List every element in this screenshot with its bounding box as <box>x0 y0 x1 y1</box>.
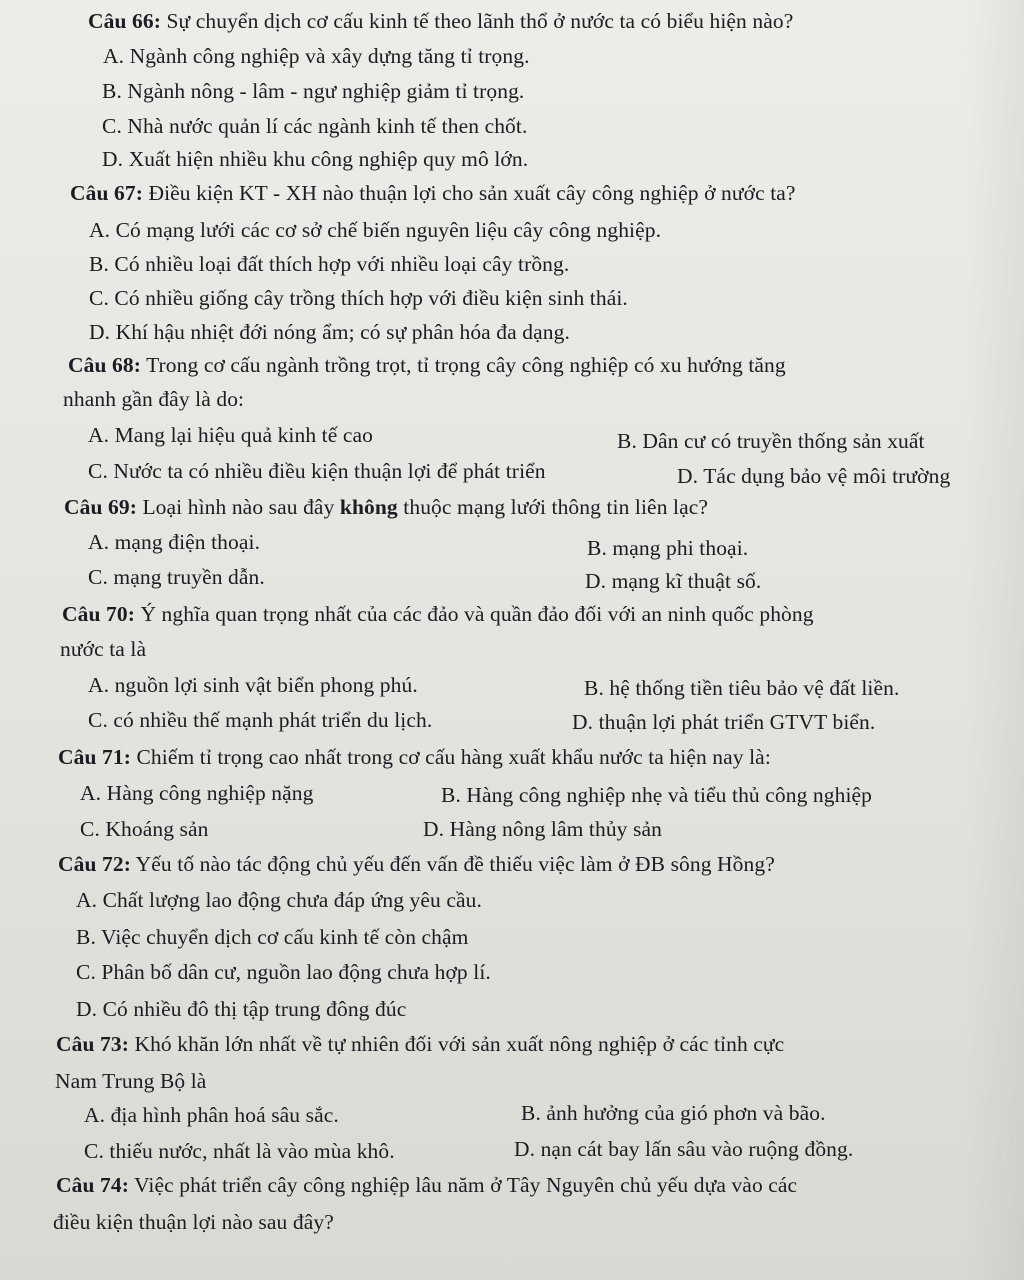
q67-option-d: D. Khí hậu nhiệt đới nóng ẩm; có sự phân hóa đa dạng. <box>89 320 570 344</box>
q67-option-a: A. Có mạng lưới các cơ sở chế biến nguyên liệu cây công nghiệp. <box>89 218 662 242</box>
q72-option-a: A. Chất lượng lao động chưa đáp ứng yêu cầu. <box>76 888 482 912</box>
question-text-post: thuộc mạng lưới thông tin liên lạc? <box>403 495 709 519</box>
question-66 <box>88 8 793 34</box>
q66-option-d: D. Xuất hiện nhiều khu công nghiệp quy mô lớn. <box>102 147 529 171</box>
question-67 <box>70 180 796 206</box>
page-shadow <box>964 0 1024 1280</box>
q73-option-d: D. nạn cát bay lấn sâu vào ruộng đồng. <box>514 1137 854 1161</box>
question-text: Yếu tố nào tác động chủ yếu đến vấn đề thiếu việc làm ở ĐB sông Hồng? <box>135 852 775 876</box>
question-number: Câu 74: <box>56 1173 129 1197</box>
question-number: Câu 67: <box>70 181 143 205</box>
q70-option-d: D. thuận lợi phát triển GTVT biển. <box>572 710 876 734</box>
q70-option-c: C. có nhiều thế mạnh phát triển du lịch. <box>88 708 433 732</box>
q71-option-c: C. Khoáng sản <box>80 817 209 841</box>
q71-option-a: A. Hàng công nghiệp nặng <box>80 781 314 805</box>
q69-option-c: C. mạng truyền dẫn. <box>88 565 265 589</box>
q68-option-d: D. Tác dụng bảo vệ môi trường <box>677 464 951 488</box>
q68-option-b: B. Dân cư có truyền thống sản xuất <box>617 429 925 453</box>
q69-option-d: D. mạng kĩ thuật số. <box>585 569 762 593</box>
question-text: Khó khăn lớn nhất về tự nhiên đối với sản xuất nông nghiệp ở các tỉnh cực <box>134 1032 785 1056</box>
question-number: Câu 71: <box>58 745 131 769</box>
question-69 <box>64 494 708 520</box>
question-number: Câu 69: <box>64 495 137 519</box>
question-number: Câu 68: <box>68 353 141 377</box>
question-text: Sự chuyển dịch cơ cấu kinh tế theo lãnh thổ ở nước ta có biểu hiện nào? <box>166 9 794 33</box>
q71-option-b: B. Hàng công nghiệp nhẹ và tiểu thủ công nghiệp <box>441 783 873 807</box>
q67-option-c: C. Có nhiều giống cây trồng thích hợp với điều kiện sinh thái. <box>89 286 628 310</box>
question-74 <box>56 1172 797 1198</box>
q72-option-c: C. Phân bố dân cư, nguồn lao động chưa hợp lí. <box>76 960 491 984</box>
q69-option-b: B. mạng phi thoại. <box>587 536 749 560</box>
question-number: Câu 66: <box>88 9 161 33</box>
question-text: Việc phát triển cây công nghiệp lâu năm ở Tây Nguyên chủ yếu dựa vào các <box>134 1173 798 1197</box>
question-72 <box>58 851 775 877</box>
question-text-pre: Loại hình nào sau đây <box>142 495 335 519</box>
q73-option-b: B. ảnh hưởng của gió phơn và bão. <box>521 1101 826 1125</box>
question-text: Chiếm tỉ trọng cao nhất trong cơ cấu hàng xuất khẩu nước ta hiện nay là: <box>136 745 771 769</box>
q70-option-b: B. hệ thống tiền tiêu bảo vệ đất liền. <box>584 676 900 700</box>
question-73 <box>56 1031 784 1057</box>
question-text-emphasis: không <box>339 495 398 519</box>
q72-option-d: D. Có nhiều đô thị tập trung đông đúc <box>76 997 407 1021</box>
question-70 <box>62 601 814 627</box>
question-number: Câu 73: <box>56 1032 129 1056</box>
q70-text-cont: nước ta là <box>60 637 147 661</box>
q66-option-b: B. Ngành nông - lâm - ngư nghiệp giảm tỉ trọng. <box>102 79 525 103</box>
question-number: Câu 72: <box>58 852 131 876</box>
question-text: Trong cơ cấu ngành trồng trọt, tỉ trọng cây công nghiệp có xu hướng tăng <box>146 353 786 377</box>
question-text: Ý nghĩa quan trọng nhất của các đảo và quần đảo đối với an ninh quốc phòng <box>140 602 814 626</box>
q68-option-a: A. Mang lại hiệu quả kinh tế cao <box>88 423 374 447</box>
q73-option-a: A. địa hình phân hoá sâu sắc. <box>84 1103 339 1127</box>
q71-option-d: D. Hàng nông lâm thủy sản <box>423 817 662 841</box>
question-text: Điều kiện KT - XH nào thuận lợi cho sản xuất cây công nghiệp ở nước ta? <box>148 181 796 205</box>
q66-option-c: C. Nhà nước quản lí các ngành kinh tế then chốt. <box>102 114 528 138</box>
question-68 <box>68 352 786 378</box>
q70-option-a: A. nguồn lợi sinh vật biển phong phú. <box>88 673 418 697</box>
question-71 <box>58 744 771 770</box>
q72-option-b: B. Việc chuyển dịch cơ cấu kinh tế còn chậm <box>76 925 469 949</box>
question-number: Câu 70: <box>62 602 135 626</box>
q74-text-cont: điều kiện thuận lợi nào sau đây? <box>53 1210 334 1234</box>
q67-option-b: B. Có nhiều loại đất thích hợp với nhiều loại cây trồng. <box>89 252 570 276</box>
q69-option-a: A. mạng điện thoại. <box>88 530 261 554</box>
q68-text-cont: nhanh gần đây là do: <box>63 387 245 411</box>
q73-text-cont: Nam Trung Bộ là <box>55 1069 207 1093</box>
q68-option-c: C. Nước ta có nhiều điều kiện thuận lợi để phát triển <box>88 459 546 483</box>
q66-option-a: A. Ngành công nghiệp và xây dựng tăng tỉ trọng. <box>103 44 530 68</box>
q73-option-c: C. thiếu nước, nhất là vào mùa khô. <box>84 1139 395 1163</box>
